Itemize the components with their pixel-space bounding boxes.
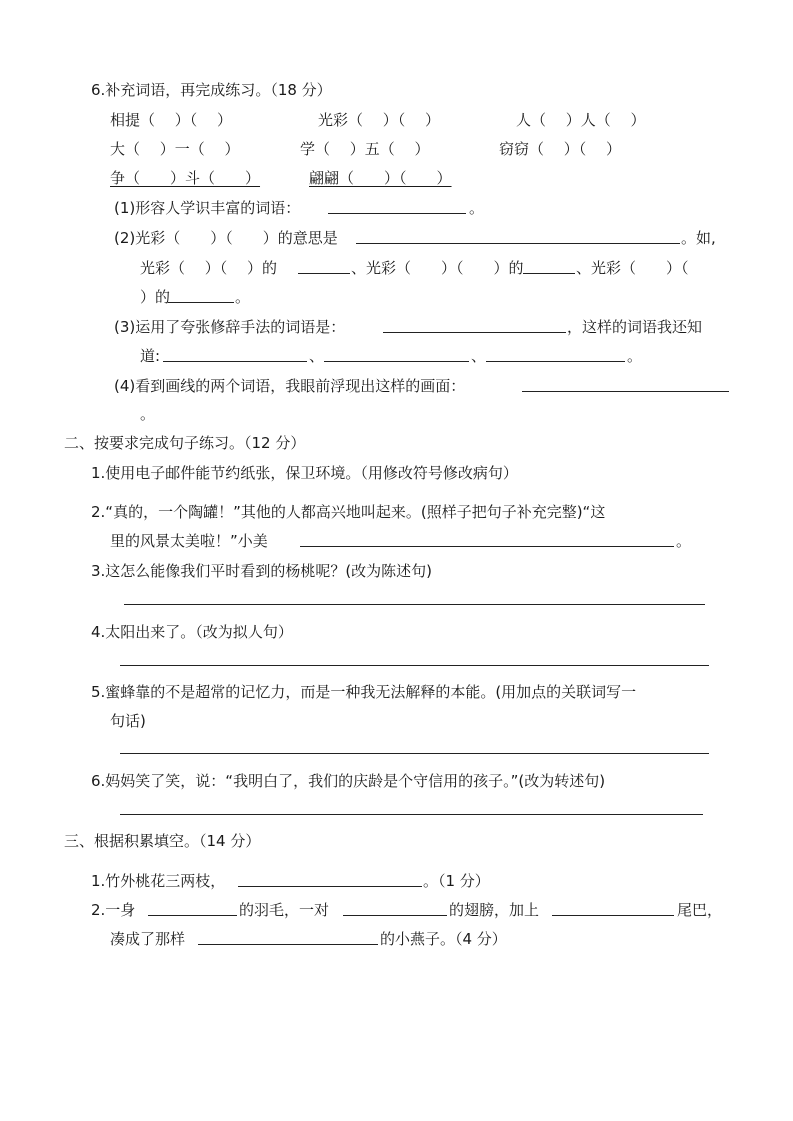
sentence-question-2: 里的风景太美啦！”小美 <box>110 532 268 550</box>
underlined-idiom: 翩翩（ ）（ ） <box>309 169 452 187</box>
fill-question-1: 1.竹外桃花三两枝， <box>91 872 226 890</box>
sentence-question-5: 句话) <box>110 712 146 730</box>
answer-line[interactable] <box>120 814 703 815</box>
subquestion-3: ，这样的词语我还知 <box>567 318 703 336</box>
idiom-blank: 光彩（ ）（ ） <box>318 111 441 129</box>
fill-question-2: 的翅膀，加上 <box>449 901 540 919</box>
sentence-question-4: 4.太阳出来了。（改为拟人句） <box>91 623 293 641</box>
answer-blank[interactable] <box>523 273 575 274</box>
answer-blank[interactable] <box>324 361 469 362</box>
subquestion-4: (4)看到画线的两个词语，我眼前浮现出这样的画面： <box>114 377 466 395</box>
subquestion-2-example: 、光彩（ ）（ <box>576 259 689 277</box>
sentence-question-5: 5.蜜蜂靠的不是超常的记忆力，而是一种我无法解释的本能。(用加点的关联词写一 <box>91 683 637 701</box>
fill-question-2: 尾巴， <box>677 901 723 919</box>
idiom-blank: 大（ ）一（ ） <box>110 140 240 158</box>
answer-blank[interactable] <box>343 915 447 916</box>
answer-blank[interactable] <box>328 213 466 214</box>
idiom-blank: 窃窃（ ）（ ） <box>499 140 622 158</box>
punctuation: 。 <box>235 288 251 306</box>
subquestion-1: (1)形容人学识丰富的词语： <box>114 199 301 217</box>
separator: 、 <box>471 347 487 365</box>
question-6-title: 6.补充词语，再完成练习。（18 分） <box>91 81 332 99</box>
punctuation: 。 <box>140 405 156 423</box>
answer-blank[interactable] <box>168 302 234 303</box>
subquestion-3: (3)运用了夸张修辞手法的词语是： <box>114 318 346 336</box>
answer-blank[interactable] <box>522 391 729 392</box>
fill-question-2: 的羽毛，一对 <box>239 901 330 919</box>
answer-blank[interactable] <box>383 332 566 333</box>
fill-question-1: 。（1 分） <box>423 872 490 890</box>
sentence-question-3: 3.这怎么能像我们平时看到的杨桃呢？(改为陈述句) <box>91 562 433 580</box>
answer-blank[interactable] <box>198 944 378 945</box>
subquestion-3: 道: <box>140 347 161 365</box>
section-3-title: 三、根据积累填空。（14 分） <box>64 832 261 850</box>
idiom-blank: 学（ ）五（ ） <box>300 140 430 158</box>
answer-blank[interactable] <box>238 886 422 887</box>
idiom-blank: 人（ ）人（ ） <box>516 111 646 129</box>
underlined-idiom: 争（ ）斗（ ） <box>110 169 261 187</box>
answer-blank[interactable] <box>300 546 674 547</box>
answer-line[interactable] <box>120 753 709 754</box>
subquestion-2: (2)光彩（ ）（ ）的意思是 <box>114 229 338 247</box>
answer-line[interactable] <box>124 604 705 605</box>
answer-line[interactable] <box>120 665 709 666</box>
idiom-blank: 相提（ ）（ ） <box>110 111 233 129</box>
answer-blank[interactable] <box>163 361 307 362</box>
answer-blank[interactable] <box>298 273 350 274</box>
punctuation: 。 <box>627 347 643 365</box>
punctuation: 。 <box>469 199 485 217</box>
fill-question-2: 凑成了那样 <box>110 930 186 948</box>
answer-blank[interactable] <box>356 243 680 244</box>
fill-question-2: 的小燕子。（4 分） <box>380 930 507 948</box>
separator: 、 <box>309 347 325 365</box>
punctuation: 。 <box>676 532 692 550</box>
answer-blank[interactable] <box>552 915 674 916</box>
answer-blank[interactable] <box>148 915 237 916</box>
answer-blank[interactable] <box>486 361 625 362</box>
subquestion-2-example: 光彩（ ）（ ）的 <box>140 259 278 277</box>
section-2-title: 二、按要求完成句子练习。（12 分） <box>64 434 306 452</box>
sentence-question-1: 1.使用电子邮件能节约纸张，保卫环境。（用修改符号修改病句） <box>91 464 518 482</box>
sentence-question-6: 6.妈妈笑了笑，说：“我明白了，我们的庆龄是个守信用的孩子。”(改为转述句) <box>91 772 606 790</box>
sentence-question-2: 2.“真的，一个陶罐！”其他的人都高兴地叫起来。(照样子把句子补充完整)“这 <box>91 503 606 521</box>
subquestion-2-example: 、光彩（ ）（ ）的 <box>351 259 524 277</box>
fill-question-2: 2.一身 <box>91 901 136 919</box>
punctuation: 。如, <box>681 229 716 247</box>
subquestion-2-example: ）的 <box>140 288 171 306</box>
